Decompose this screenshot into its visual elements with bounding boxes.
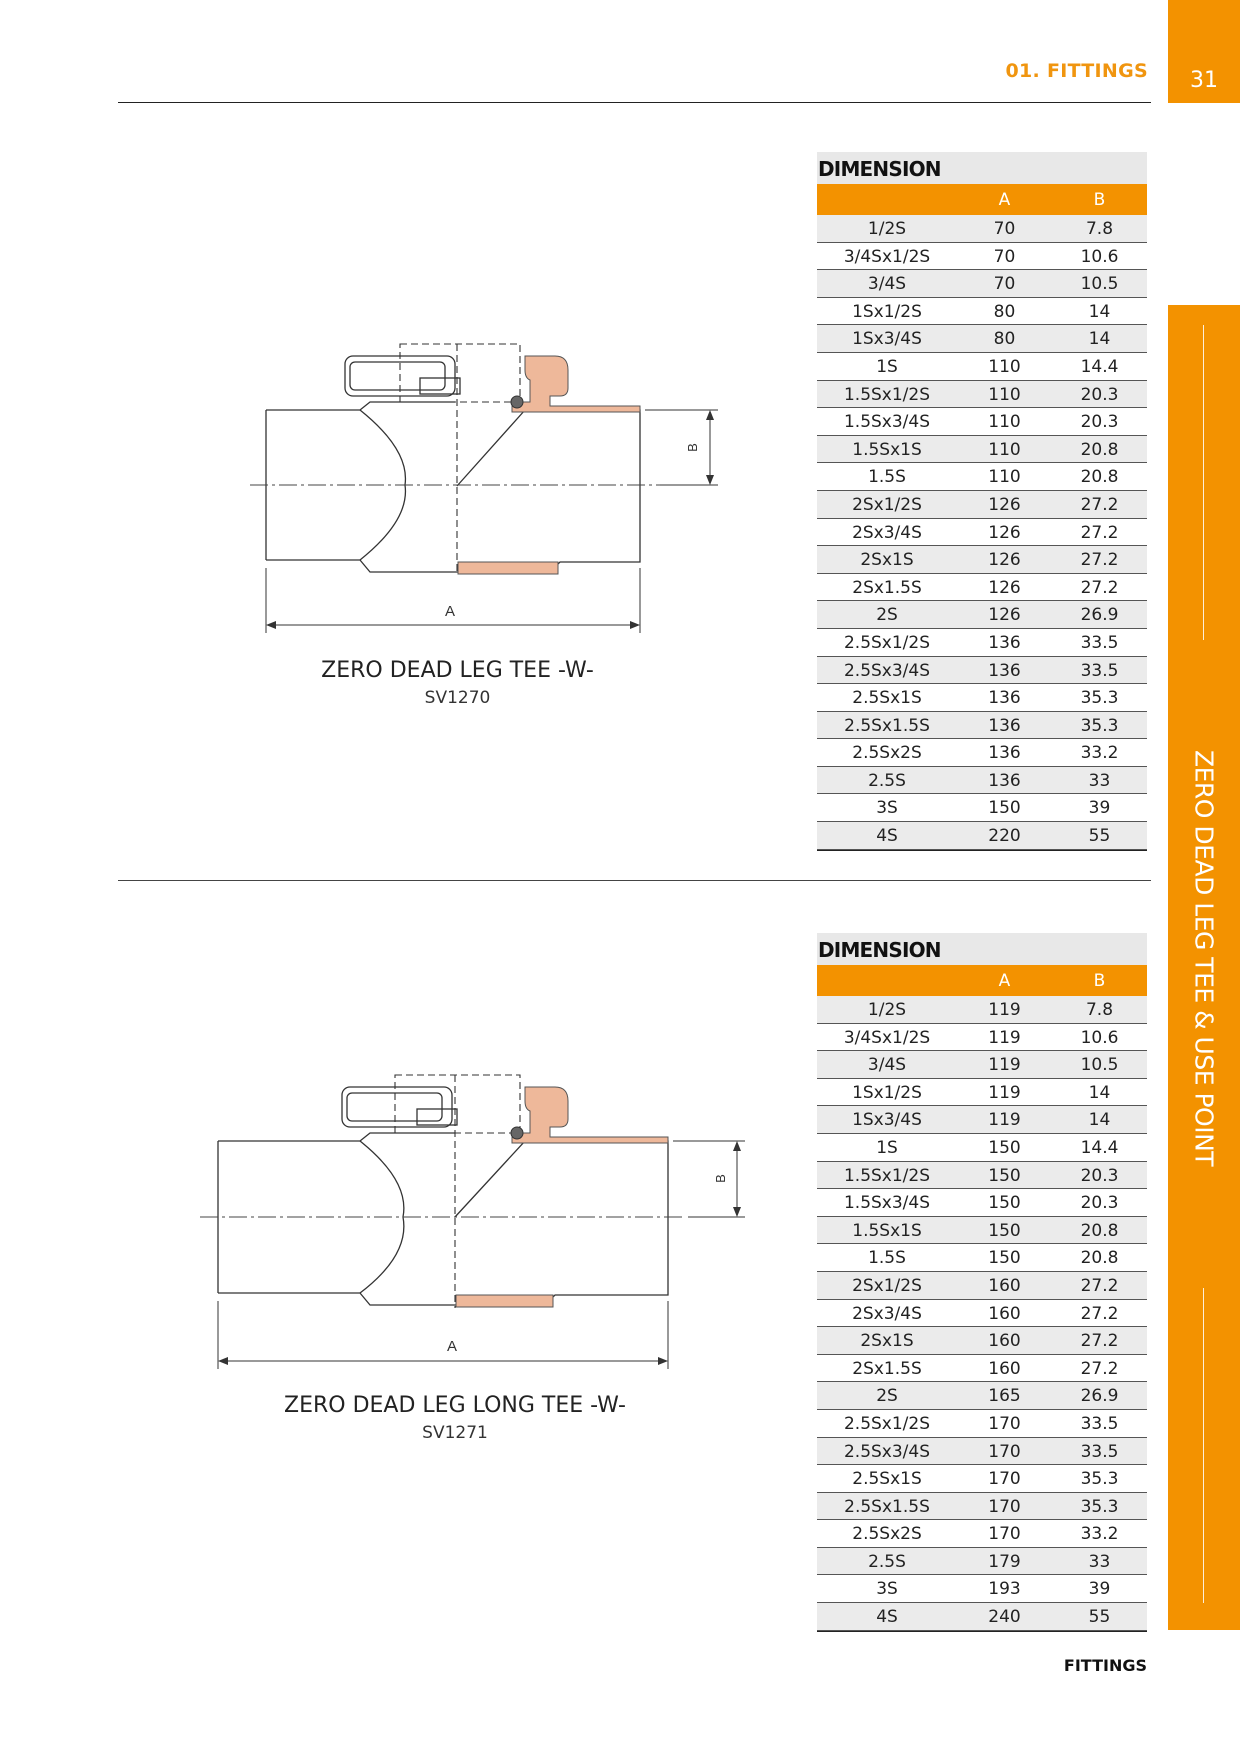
table-row (817, 381, 1147, 409)
dimension-b-cell: 35.3 (1080, 715, 1119, 736)
header-rule (118, 102, 1151, 103)
dimension-table-header (817, 184, 1147, 215)
dimension-a-cell: 150 (988, 1193, 1021, 1214)
dimension-a-cell: 110 (988, 384, 1021, 405)
dimension-b-cell: 33.5 (1080, 1441, 1119, 1462)
dimension-table-title: DIMENSION (817, 933, 1147, 965)
dimension-a-cell: 150 (988, 1165, 1021, 1186)
size-cell: 2Sx1/2S (852, 1275, 922, 1296)
size-cell: 2.5Sx1.5S (844, 1496, 930, 1517)
size-cell: 1.5Sx3/4S (843, 412, 931, 433)
dimension-b-cell: 20.8 (1080, 467, 1119, 488)
size-cell: 1.5Sx1S (852, 439, 922, 460)
table-row (817, 1327, 1147, 1355)
size-cell: 2.5Sx1S (852, 1469, 922, 1490)
long-tee-drawing (200, 1073, 760, 1373)
table-row (817, 739, 1147, 767)
dimension-table (817, 152, 1147, 851)
dimension-a-cell: 170 (988, 1413, 1021, 1434)
dimension-b-cell: 33.2 (1080, 1524, 1119, 1545)
dimension-a-cell: 170 (988, 1496, 1021, 1517)
table-row (817, 1493, 1147, 1521)
dimension-b-cell: 27.2 (1080, 1275, 1119, 1296)
dimension-b-label: B (712, 1174, 728, 1183)
dimension-b-cell: 39 (1088, 1579, 1111, 1600)
dimension-a-cell: 160 (988, 1303, 1021, 1324)
table-row (817, 215, 1147, 243)
table-row (817, 794, 1147, 822)
dimension-b-cell: 27.2 (1080, 577, 1119, 598)
table-row (817, 1548, 1147, 1576)
side-tab (1168, 305, 1240, 1630)
table-row (817, 1051, 1147, 1079)
size-cell: 2Sx3/4S (852, 522, 922, 543)
dimension-a-cell: 150 (988, 1137, 1021, 1158)
dimension-b-cell: 26.9 (1080, 1386, 1119, 1407)
dimension-a-cell: 136 (988, 688, 1021, 709)
table-row (817, 1106, 1147, 1134)
side-tab-title: ZERO DEAD LEG TEE & USE POINT (1189, 750, 1219, 1167)
dimension-a-cell: 80 (993, 301, 1016, 322)
dimension-a-cell: 150 (988, 1220, 1021, 1241)
table-row (817, 270, 1147, 298)
dimension-a-cell: 193 (988, 1579, 1021, 1600)
size-cell: 2.5Sx3/4S (843, 660, 931, 681)
dimension-b-cell: 20.8 (1080, 1248, 1119, 1269)
dimension-b-cell: 20.3 (1080, 412, 1119, 433)
table-row (817, 1520, 1147, 1548)
dimension-b-cell: 33.2 (1080, 743, 1119, 764)
table-row (817, 463, 1147, 491)
table-row (817, 1189, 1147, 1217)
size-cell: 1.5Sx1/2S (843, 384, 931, 405)
dimension-b-cell: 14.4 (1080, 356, 1119, 377)
table-row (817, 601, 1147, 629)
dimension-a-cell: 110 (988, 439, 1021, 460)
dimension-b-cell: 20.3 (1080, 1193, 1119, 1214)
size-cell: 2Sx3/4S (852, 1303, 922, 1324)
dimension-a-cell: 170 (988, 1441, 1021, 1462)
dimension-a-cell: 119 (988, 1027, 1021, 1048)
size-cell: 2S (876, 605, 898, 626)
dimension-b-cell: 20.8 (1080, 1220, 1119, 1241)
dimension-a-cell: 119 (988, 1000, 1021, 1020)
table-row (817, 1410, 1147, 1438)
table-row (817, 1134, 1147, 1162)
table-row (817, 712, 1147, 740)
dimension-table-header (817, 965, 1147, 996)
dimension-a-cell: 160 (988, 1358, 1021, 1379)
dimension-b-cell: 27.2 (1080, 550, 1119, 571)
page-number: 31 (1190, 68, 1218, 93)
table-row (817, 1382, 1147, 1410)
dimension-b-cell: 55 (1088, 1607, 1111, 1628)
dimension-a-cell: 119 (988, 1055, 1021, 1076)
dimension-b-cell: 39 (1088, 798, 1111, 819)
dimension-a-cell: 170 (988, 1469, 1021, 1490)
size-cell: 2S (876, 1386, 898, 1407)
dimension-a-cell: 150 (988, 1248, 1021, 1269)
table-row (817, 822, 1147, 850)
dimension-a-label: A (447, 1338, 458, 1355)
dimension-b-cell: 10.5 (1080, 274, 1119, 295)
dimension-b-cell: 20.8 (1080, 439, 1119, 460)
dimension-a-cell: 220 (988, 826, 1021, 847)
dimension-a-cell: 160 (988, 1275, 1021, 1296)
table-row (817, 353, 1147, 381)
table-row (817, 1162, 1147, 1190)
size-cell: 4S (876, 826, 898, 847)
dimension-a-cell: 70 (993, 219, 1016, 239)
dimension-a-cell: 70 (993, 274, 1016, 295)
table-row (817, 1079, 1147, 1107)
table-row (817, 1355, 1147, 1383)
size-cell: 1/2S (867, 219, 907, 239)
dimension-a-cell: 165 (988, 1386, 1021, 1407)
dimension-table-title: DIMENSION (817, 152, 1147, 184)
dimension-b-cell: 27.2 (1080, 522, 1119, 543)
dimension-a-cell: 119 (988, 1110, 1021, 1131)
dimension-table (817, 933, 1147, 1632)
size-cell: 2Sx1/2S (852, 494, 922, 515)
dimension-b-cell: 10.6 (1080, 246, 1119, 267)
column-header-a: A (998, 971, 1011, 991)
size-cell: 3/4Sx1/2S (843, 246, 931, 267)
dimension-a-cell: 150 (988, 798, 1021, 819)
dimension-a-cell: 126 (988, 605, 1021, 626)
dimension-b-cell: 33.5 (1080, 632, 1119, 653)
size-cell: 2.5Sx2S (852, 1524, 922, 1545)
table-row (817, 1575, 1147, 1603)
dimension-a-cell: 70 (993, 246, 1016, 267)
table-row (817, 325, 1147, 353)
product-name: ZERO DEAD LEG TEE -W- (321, 658, 594, 683)
table-row (817, 519, 1147, 547)
dimension-b-cell: 14 (1088, 329, 1111, 350)
dimension-b-cell: 14 (1088, 1110, 1111, 1131)
dimension-b-cell: 7.8 (1085, 219, 1114, 239)
dimension-b-cell: 27.2 (1080, 1303, 1119, 1324)
dimension-b-cell: 35.3 (1080, 1496, 1119, 1517)
size-cell: 2Sx1S (860, 550, 914, 571)
dimension-b-cell: 26.9 (1080, 605, 1119, 626)
dimension-a-cell: 136 (988, 632, 1021, 653)
table-row (817, 1244, 1147, 1272)
product-code: SV1271 (422, 1423, 488, 1443)
dimension-a-cell: 170 (988, 1524, 1021, 1545)
table-row (817, 684, 1147, 712)
size-cell: 2.5Sx1.5S (844, 715, 930, 736)
dimension-a-cell: 136 (988, 660, 1021, 681)
dimension-a-cell: 110 (988, 356, 1021, 377)
dimension-b-label: B (684, 443, 700, 452)
size-cell: 3S (876, 1579, 898, 1600)
size-cell: 2.5Sx1/2S (843, 632, 931, 653)
side-tab-rule-top (1203, 325, 1204, 640)
dimension-table-rows (817, 996, 1147, 1632)
footer-label: FITTINGS (1063, 1656, 1147, 1675)
dimension-a-cell: 110 (988, 412, 1021, 433)
size-cell: 1.5Sx1S (852, 1220, 922, 1241)
size-cell: 2Sx1S (860, 1331, 914, 1352)
table-row (817, 491, 1147, 519)
dimension-a-cell: 136 (988, 743, 1021, 764)
table-row (817, 546, 1147, 574)
column-header-size (817, 184, 957, 215)
product-name: ZERO DEAD LEG LONG TEE -W- (284, 1393, 626, 1418)
dimension-a-cell: 136 (988, 770, 1021, 791)
dimension-a-cell: 119 (988, 1082, 1021, 1103)
section-title: 01. FITTINGS (1005, 60, 1148, 82)
dimension-b-cell: 7.8 (1085, 1000, 1114, 1020)
dimension-a-cell: 179 (988, 1551, 1021, 1572)
table-row (817, 1024, 1147, 1052)
dimension-a-cell: 126 (988, 494, 1021, 515)
table-row (817, 436, 1147, 464)
dimension-b-cell: 14 (1088, 1082, 1111, 1103)
size-cell: 1/2S (867, 1000, 907, 1020)
dimension-b-cell: 33.5 (1080, 1413, 1119, 1434)
tee-drawing (250, 340, 750, 640)
size-cell: 1.5S (868, 1248, 906, 1269)
dimension-a-label: A (445, 603, 456, 620)
size-cell: 3/4S (867, 274, 907, 295)
dimension-b-cell: 10.6 (1080, 1027, 1119, 1048)
dimension-b-cell: 27.2 (1080, 1358, 1119, 1379)
table-row (817, 1603, 1147, 1631)
dimension-b-cell: 20.3 (1080, 1165, 1119, 1186)
size-cell: 2Sx1.5S (852, 577, 922, 598)
table-row (817, 1272, 1147, 1300)
table-row (817, 657, 1147, 685)
column-header-size (817, 965, 957, 996)
size-cell: 3/4Sx1/2S (843, 1027, 931, 1048)
size-cell: 2.5Sx1S (852, 688, 922, 709)
size-cell: 1.5Sx1/2S (843, 1165, 931, 1186)
dimension-b-cell: 27.2 (1080, 1331, 1119, 1352)
size-cell: 2.5Sx3/4S (843, 1441, 931, 1462)
size-cell: 2.5Sx2S (852, 743, 922, 764)
size-cell: 2.5Sx1/2S (843, 1413, 931, 1434)
table-row (817, 1438, 1147, 1466)
size-cell: 4S (876, 1607, 898, 1628)
dimension-b-cell: 14.4 (1080, 1137, 1119, 1158)
table-row (817, 996, 1147, 1024)
column-header-a: A (998, 190, 1011, 210)
dimension-b-cell: 20.3 (1080, 384, 1119, 405)
size-cell: 1S (876, 356, 898, 377)
table-row (817, 1465, 1147, 1493)
size-cell: 1Sx1/2S (852, 1082, 922, 1103)
dimension-a-cell: 110 (988, 467, 1021, 488)
dimension-b-cell: 14 (1088, 301, 1111, 322)
dimension-a-cell: 80 (993, 329, 1016, 350)
size-cell: 1Sx3/4S (852, 1110, 922, 1131)
size-cell: 1Sx1/2S (852, 301, 922, 322)
table-row (817, 298, 1147, 326)
table-row (817, 767, 1147, 795)
dimension-table-rows (817, 215, 1147, 851)
dimension-a-cell: 160 (988, 1331, 1021, 1352)
page-number-tab (1168, 0, 1240, 103)
dimension-a-cell: 126 (988, 577, 1021, 598)
size-cell: 2.5S (868, 1551, 906, 1572)
dimension-b-cell: 33.5 (1080, 660, 1119, 681)
dimension-b-cell: 35.3 (1080, 688, 1119, 709)
column-header-b: B (1093, 971, 1106, 991)
dimension-b-cell: 27.2 (1080, 494, 1119, 515)
size-cell: 1S (876, 1137, 898, 1158)
table-row (817, 408, 1147, 436)
size-cell: 1Sx3/4S (852, 329, 922, 350)
size-cell: 1.5Sx3/4S (843, 1193, 931, 1214)
table-row (817, 1217, 1147, 1245)
dimension-a-cell: 136 (988, 715, 1021, 736)
size-cell: 2.5S (868, 770, 906, 791)
dimension-b-cell: 55 (1088, 826, 1111, 847)
table-row (817, 629, 1147, 657)
dimension-b-cell: 35.3 (1080, 1469, 1119, 1490)
dimension-b-cell: 33 (1088, 770, 1111, 791)
table-row (817, 243, 1147, 271)
size-cell: 3S (876, 798, 898, 819)
side-tab-rule-bottom (1203, 1288, 1204, 1603)
dimension-a-cell: 240 (988, 1607, 1021, 1628)
product-code: SV1270 (424, 688, 491, 708)
dimension-b-cell: 10.5 (1080, 1055, 1119, 1076)
table-row (817, 574, 1147, 602)
column-header-b: B (1093, 190, 1106, 210)
dimension-a-cell: 126 (988, 550, 1021, 571)
dimension-a-cell: 126 (988, 522, 1021, 543)
dimension-b-cell: 33 (1088, 1551, 1111, 1572)
size-cell: 2Sx1.5S (852, 1358, 922, 1379)
size-cell: 3/4S (867, 1055, 907, 1076)
size-cell: 1.5S (868, 467, 906, 488)
section-divider (118, 880, 1151, 881)
table-row (817, 1300, 1147, 1328)
